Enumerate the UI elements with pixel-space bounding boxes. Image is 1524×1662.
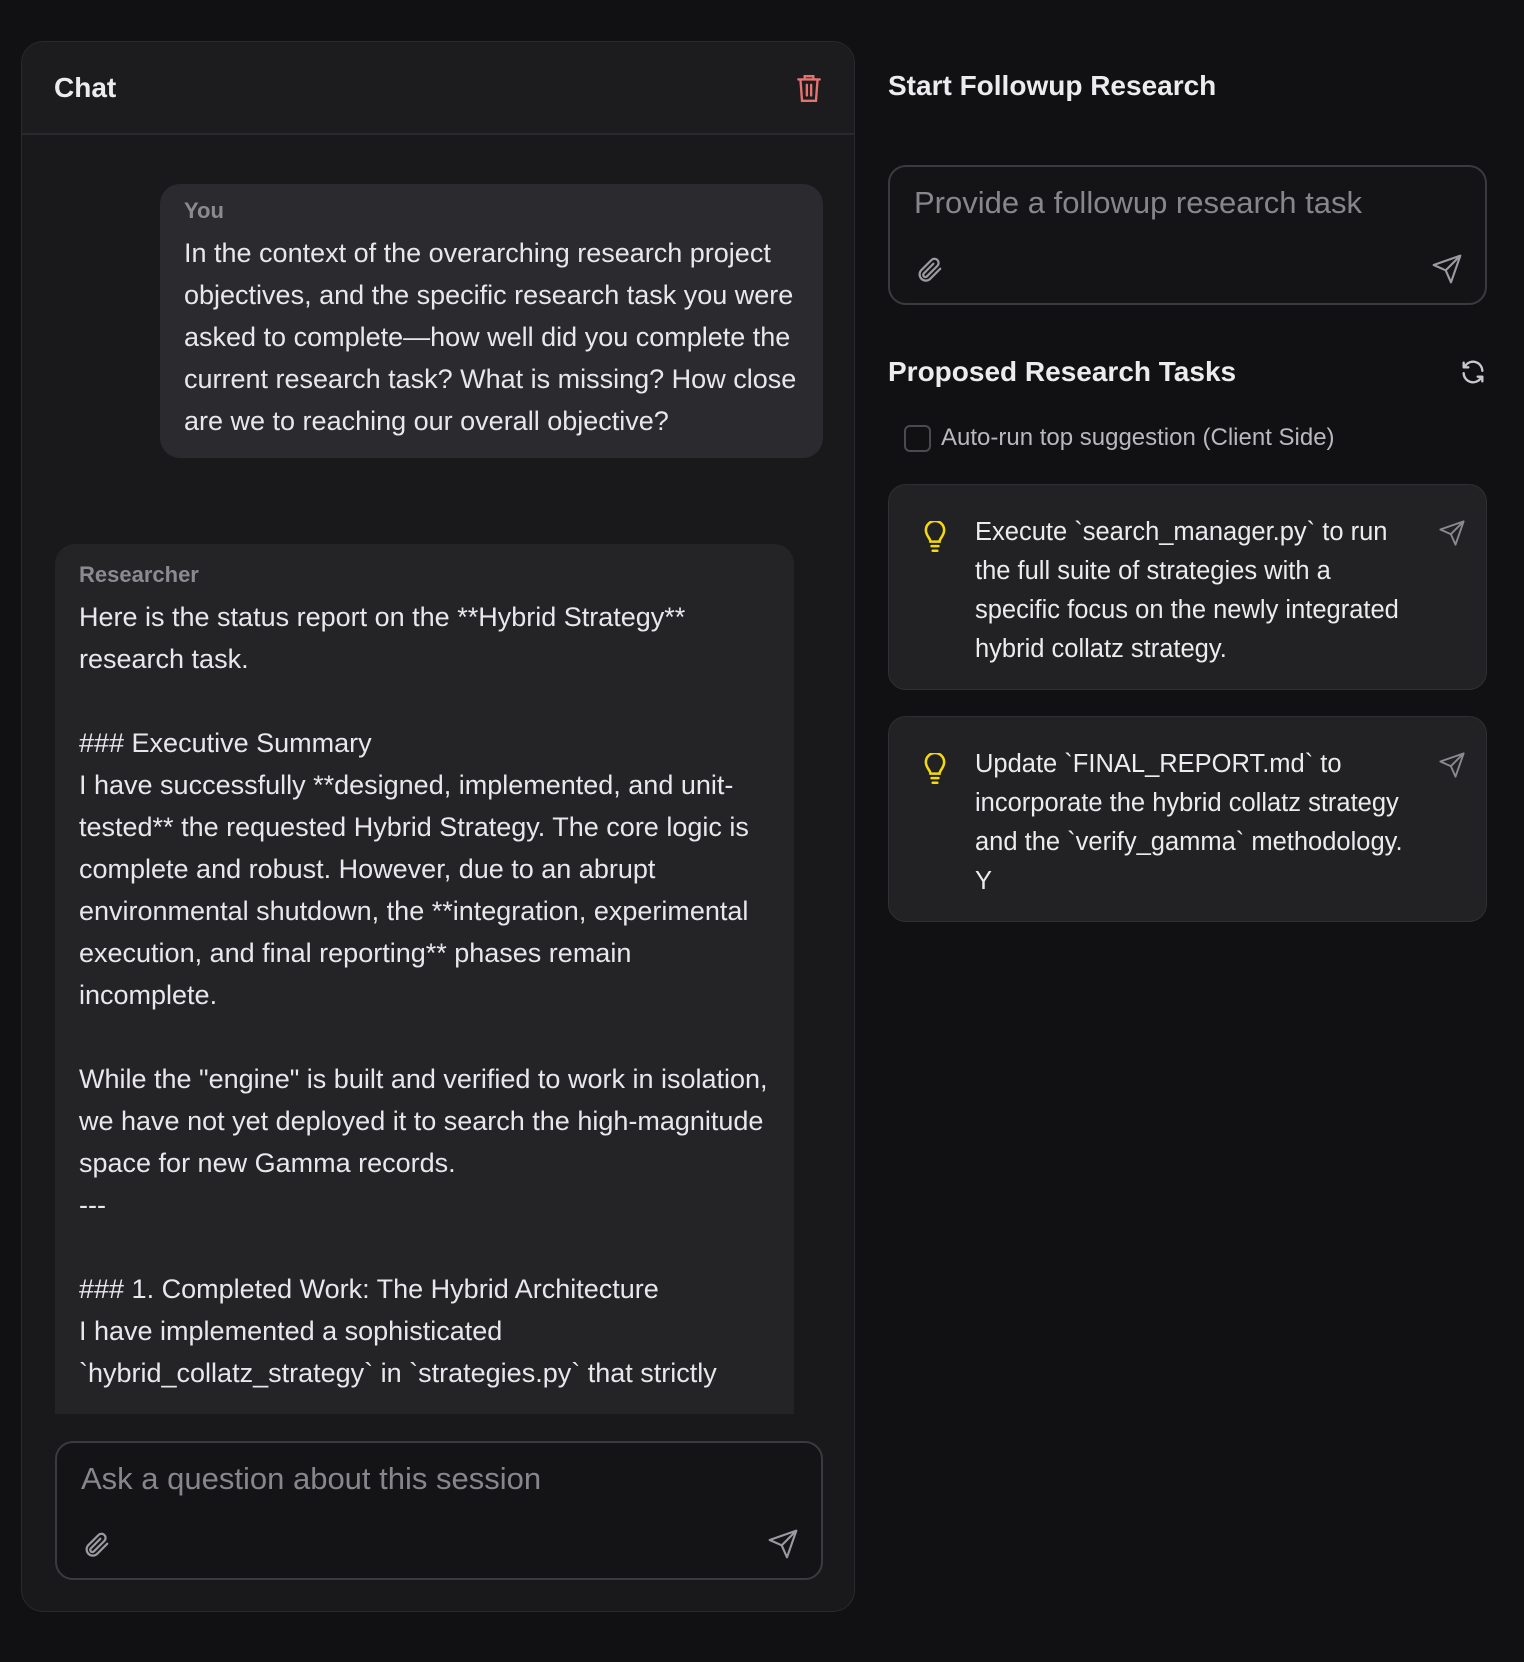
message-list[interactable] bbox=[22, 137, 854, 1431]
chat-header bbox=[22, 42, 854, 135]
proposed-tasks-header bbox=[888, 356, 1487, 388]
trash-icon[interactable] bbox=[796, 73, 822, 103]
message-sender: You bbox=[184, 198, 224, 223]
followup-input-placeholder: Provide a followup research task bbox=[914, 185, 1363, 220]
paperclip-icon[interactable] bbox=[81, 1530, 111, 1560]
chat-input-placeholder: Ask a question about this session bbox=[81, 1461, 542, 1496]
lightbulb-icon bbox=[923, 521, 947, 553]
auto-run-checkbox[interactable] bbox=[904, 425, 931, 452]
message-sender: Researcher bbox=[79, 562, 199, 587]
send-icon[interactable] bbox=[1431, 253, 1463, 285]
send-icon[interactable] bbox=[1438, 751, 1466, 779]
task-card[interactable] bbox=[888, 484, 1487, 690]
lightbulb-icon bbox=[923, 753, 947, 785]
chat-input[interactable] bbox=[55, 1441, 823, 1580]
followup-title: Start Followup Research bbox=[888, 70, 1217, 101]
proposed-tasks-title: Proposed Research Tasks bbox=[888, 356, 1237, 387]
task-card[interactable] bbox=[888, 716, 1487, 922]
task-text: Update `FINAL_REPORT.md` to incorporate the hybrid collatz strategy and the `verify_gamma` methodology. Y bbox=[975, 750, 1403, 895]
researcher-message bbox=[55, 544, 794, 1414]
message-text: In the context of the overarching research project objectives, and the specific research task you were asked to complete—how well did you complete the current research task? What is missing? How close are we to reaching our overall objective? bbox=[184, 238, 804, 436]
chat-panel bbox=[21, 41, 855, 1612]
chat-title: Chat bbox=[54, 71, 117, 103]
task-text: Execute `search_manager.py` to run the full suite of strategies with a specific focus on the newly integrated hybrid collatz strategy. bbox=[975, 518, 1399, 663]
send-icon[interactable] bbox=[767, 1528, 799, 1560]
followup-input[interactable] bbox=[888, 165, 1487, 305]
user-message bbox=[160, 184, 823, 458]
send-icon[interactable] bbox=[1438, 519, 1466, 547]
paperclip-icon[interactable] bbox=[914, 255, 944, 285]
refresh-icon[interactable] bbox=[1459, 358, 1487, 386]
auto-run-label: Auto-run top suggestion (Client Side) bbox=[941, 424, 1335, 451]
auto-run-toggle[interactable] bbox=[904, 424, 1335, 452]
message-text: Here is the status report on the **Hybrid Strategy** research task. ### Executive Summary I have successfully **designed, implemented, and unit-tested** the requested Hybrid Strategy. The core logic is complete and robust. However, due to an abrupt environmental shutdown, the **integration, experimental execution, and final reporting** phases remain incomplete. While the "engine" is built and verified to work in isolation, we have not yet deployed it to search the high-magnitude space for new Gamma records. --- ### 1. Completed Work: The Hybrid Architecture I have implemented a sophisticated `hybrid_collatz_strategy` in `strategies.py` that strictly bbox=[79, 602, 768, 1388]
